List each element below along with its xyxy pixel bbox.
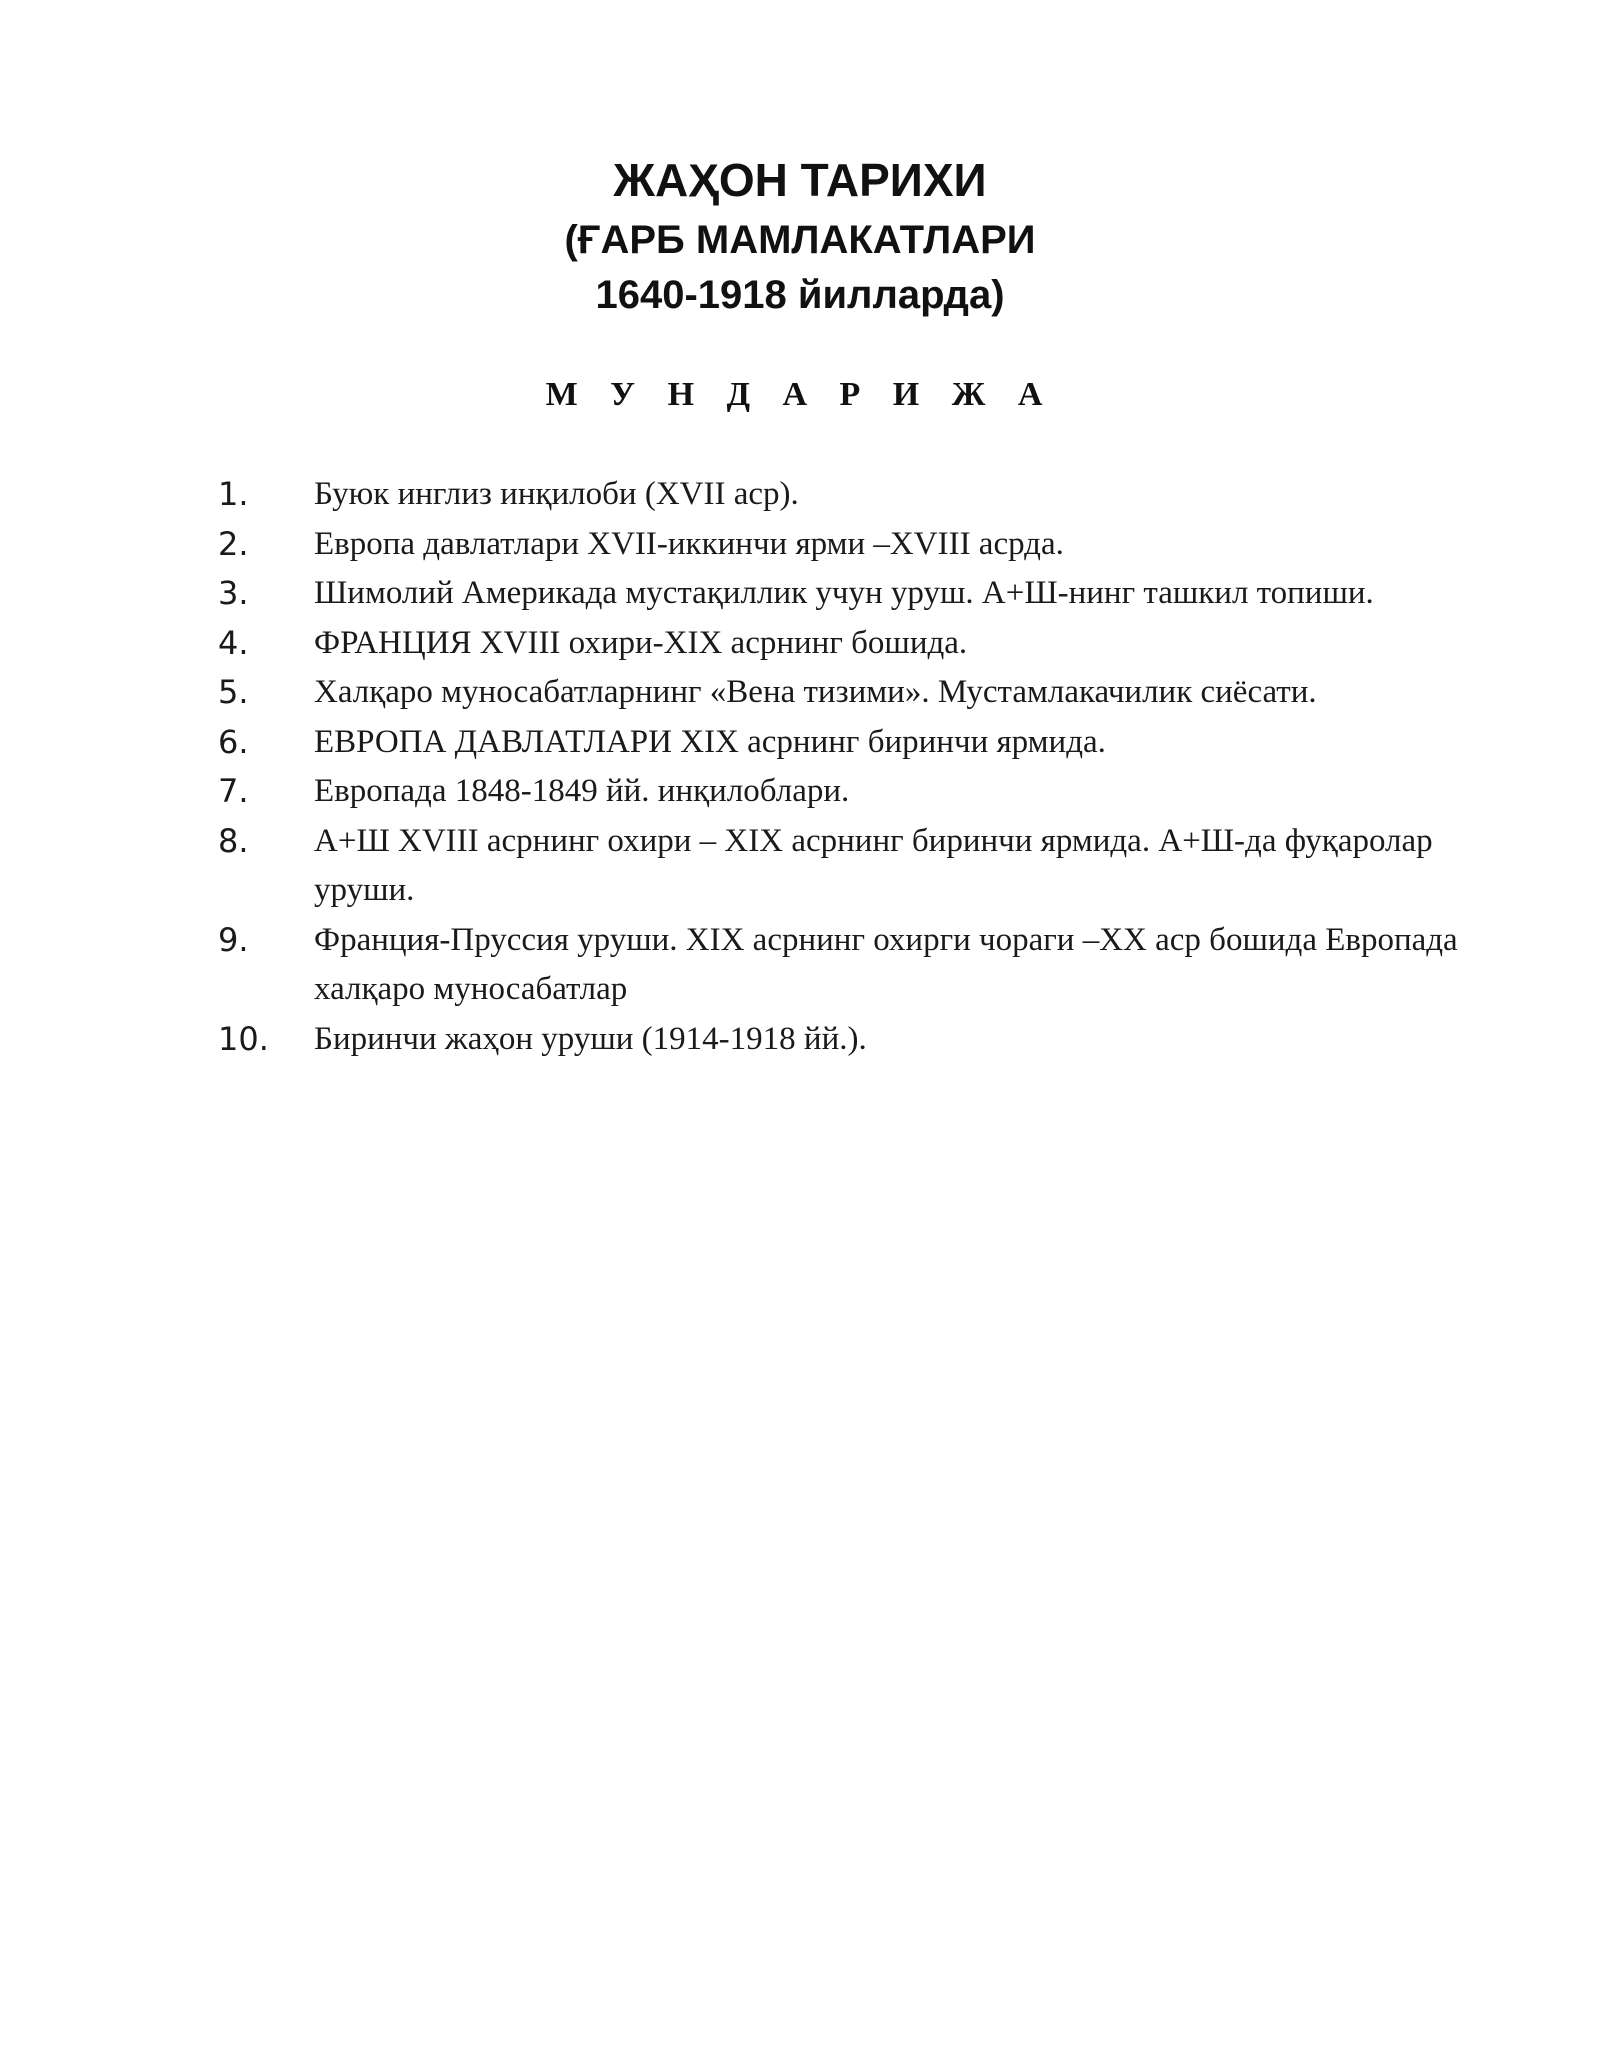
contents-item-number: 10. [218, 1019, 269, 1058]
contents-item [218, 569, 1458, 619]
contents-item [218, 619, 1458, 669]
contents-item-number: 8. [218, 821, 249, 860]
contents-item-number: 1. [218, 475, 249, 513]
contents-item-number: 5. [218, 673, 249, 711]
contents-item-number: 3. [218, 574, 249, 612]
contents-item-text: А+Ш XVIII асрнинг охири – XIX асрнинг биринчи ярмида. А+Ш-да фуқаролар уруши. [314, 822, 1433, 908]
contents-item [218, 916, 1458, 1015]
contents-item [218, 668, 1458, 718]
contents-item [218, 520, 1458, 570]
document-subtitle: (ҒАРБ МАМЛАКАТЛАРИ [564, 218, 1036, 262]
contents-item-text: Шимолий Америкада мустақиллик учун уруш. А+Ш-нинг ташкил топиши. [314, 575, 1374, 611]
document-date-range: 1640-1918 йилларда) [595, 273, 1005, 317]
contents-item-number: 2. [218, 524, 249, 563]
contents-item-number: 6. [218, 722, 249, 761]
contents-item-number: 9. [218, 920, 249, 959]
contents-item-number: 7. [218, 772, 249, 810]
contents-item [218, 767, 1458, 817]
contents-item-text: Буюк инглиз инқилоби (XVII аср). [314, 476, 799, 512]
contents-item-text: Биринчи жаҳон уруши (1914-1918 йй.). [314, 1020, 867, 1057]
contents-item-text: ЕВРОПА ДАВЛАТЛАРИ XIX асрнинг биринчи ярмида. [314, 723, 1106, 760]
contents-item-number: 4. [218, 623, 249, 662]
contents-list [218, 470, 1458, 1064]
contents-item-text: Европа давлатлари XVII-иккинчи ярми –XVIII асрда. [314, 525, 1064, 562]
contents-item [218, 470, 1458, 520]
contents-item-text: Франция-Пруссия уруши. XIX асрнинг охирги чораги –XX аср бошида Европада халқаро муносабатлар [314, 921, 1458, 1007]
contents-item-text: Халқаро муносабатларнинг «Вена тизими». Мустамлакачилик сиёсати. [314, 674, 1317, 710]
document-title: ЖАҲОН ТАРИХИ [613, 154, 987, 206]
contents-item [218, 1015, 1458, 1065]
contents-item-text: Европада 1848-1849 йй. инқилоблари. [314, 773, 850, 809]
contents-item-text: ФРАНЦИЯ XVIII охири-XIX асрнинг бошида. [314, 624, 968, 661]
contents-item [218, 718, 1458, 768]
contents-heading: М У Н Д А Р И Ж А [545, 376, 1055, 413]
contents-item [218, 817, 1458, 916]
